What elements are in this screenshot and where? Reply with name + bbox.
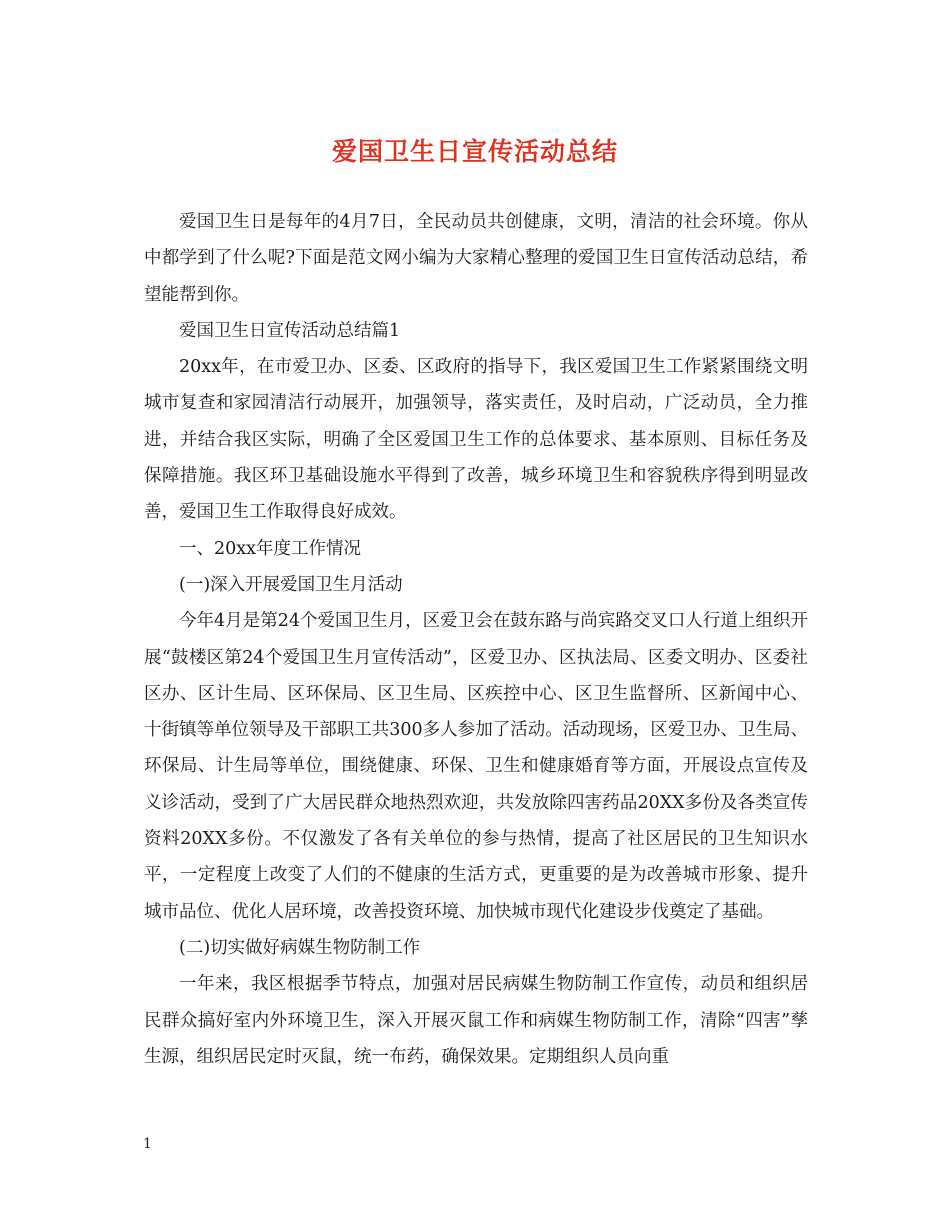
document-body: [144, 204, 808, 1075]
section-heading-part1: 爱国卫生日宣传活动总结篇1: [179, 320, 401, 341]
page-number: 1: [143, 1136, 152, 1152]
paragraph-health-month: 今年4月是第24个爱国卫生月，区爱卫会在鼓东路与尚宾路交叉口人行道上组织开展“鼓楼区第24个爱国卫生月宣传活动”，区爱卫办、区执法局、区委文明办、区委社区办、区计生局、区环保局、区卫生局、区疾控中心、区卫生监督所、区新闻中心、十街镇等单位领导及干部职工共300多人参加了活动。活动现场，区爱卫办、卫生局、环保局、计生局等单位，围绕健康、环保、卫生和健康婚育等方面，开展设点宣传及义诊活动，受到了广大居民群众地热烈欢迎，共发放除四害药品20XX多份及各类宣传资料20XX多份。不仅激发了各有关单位的参与热情，提高了社区居民的卫生知识水平，一定程度上改变了人们的不健康的生活方式，更重要的是为改善城市形象、提升城市品位、优化人居环境，改善投资环境、加快城市现代化建设步伐奠定了基础。: [144, 611, 808, 922]
section-heading-annual-work: 一、20xx年度工作情况: [179, 538, 362, 559]
paragraph-vector-control: 一年来，我区根据季节特点，加强对居民病媒生物防制工作宣传，动员和组织居民群众搞好室内外环境卫生，深入开展灭鼠工作和病媒生物防制工作，清除“四害”孳生源，组织居民定时灭鼠，统一布药，确保效果。定期组织人员向重: [144, 974, 808, 1067]
paragraph-overview: 20xx年，在市爱卫办、区委、区政府的指导下，我区爱国卫生工作紧紧围绕文明城市复查和家园清洁行动展开，加强领导，落实责任，及时启动，广泛动员，全力推进，并结合我区实际，明确了全区爱国卫生工作的总体要求、基本原则、目标任务及保障措施。我区环卫基础设施水平得到了改善，城乡环境卫生和容貌秩序得到明显改善，爱国卫生工作取得良好成效。: [144, 357, 808, 523]
document-title: 爱国卫生日宣传活动总结: [331, 137, 618, 166]
subsection-heading-health-month: (一)深入开展爱国卫生月活动: [179, 574, 403, 595]
paragraph-intro: 爱国卫生日是每年的4月7日，全民动员共创健康，文明，清洁的社会环境。你从中都学到了什么呢?下面是范文网小编为大家精心整理的爱国卫生日宣传活动总结，希望能帮到你。: [144, 212, 808, 305]
subsection-heading-vector-control: (二)切实做好病媒生物防制工作: [179, 937, 421, 958]
